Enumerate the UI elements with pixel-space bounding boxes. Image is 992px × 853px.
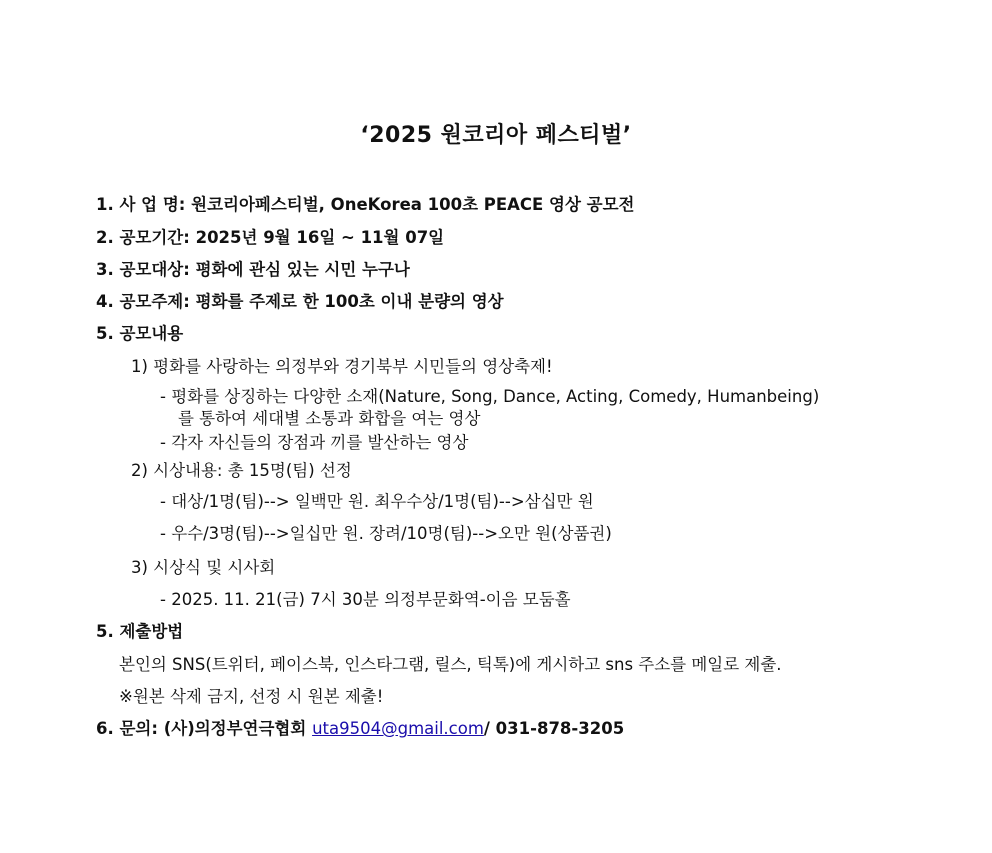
document-title: ‘2025 원코리아 페스티벌’ (360, 123, 632, 148)
content-1a: - 평화를 상징하는 다양한 소재(Nature, Song, Dance, Acting, Comedy, Humanbeing) (160, 387, 820, 406)
content-1a-continued: 를 통하여 세대별 소통과 화합을 여는 영상 (178, 409, 481, 428)
content-3a: - 2025. 11. 21(금) 7시 30분 의정부문화역-이음 모둠홀 (160, 590, 571, 609)
content-1b: - 각자 자신들의 장점과 끼를 발산하는 영상 (160, 433, 469, 452)
contact-line (96, 718, 624, 740)
submit-line-2: ※원본 삭제 금지, 선정 시 원본 제출! (119, 687, 384, 706)
item-theme: 4. 공모주제: 평화를 주제로 한 100초 이내 분량의 영상 (96, 292, 504, 311)
content-2: 2) 시상내용: 총 15명(팀) 선정 (131, 461, 352, 480)
content-1: 1) 평화를 사랑하는 의정부와 경기북부 시민들의 영상축제! (131, 357, 553, 376)
content-3: 3) 시상식 및 시사회 (131, 558, 276, 577)
item-project-name: 1. 사 업 명: 원코리아페스티벌, OneKorea 100초 PEACE 영상 공모전 (96, 195, 635, 214)
item-period: 2. 공모기간: 2025년 9월 16일 ~ 11월 07일 (96, 228, 445, 247)
item-target: 3. 공모대상: 평화에 관심 있는 시민 누구나 (96, 260, 410, 279)
item-content-heading: 5. 공모내용 (96, 324, 184, 343)
content-2b: - 우수/3명(팀)-->일십만 원. 장려/10명(팀)-->오만 원(상품권) (160, 524, 612, 543)
submit-heading: 5. 제출방법 (96, 622, 184, 641)
contact-label: 6. 문의: (사)의정부연극협회 (96, 719, 307, 738)
contact-email-link[interactable]: uta9504@gmail.com (312, 719, 484, 738)
contact-phone: / 031-878-3205 (483, 719, 625, 738)
submit-line-1: 본인의 SNS(트위터, 페이스북, 인스타그램, 릴스, 틱톡)에 게시하고 sns 주소를 메일로 제출. (119, 655, 782, 674)
content-2a: - 대상/1명(팀)--> 일백만 원. 최우수상/1명(팀)-->삼십만 원 (160, 492, 594, 511)
